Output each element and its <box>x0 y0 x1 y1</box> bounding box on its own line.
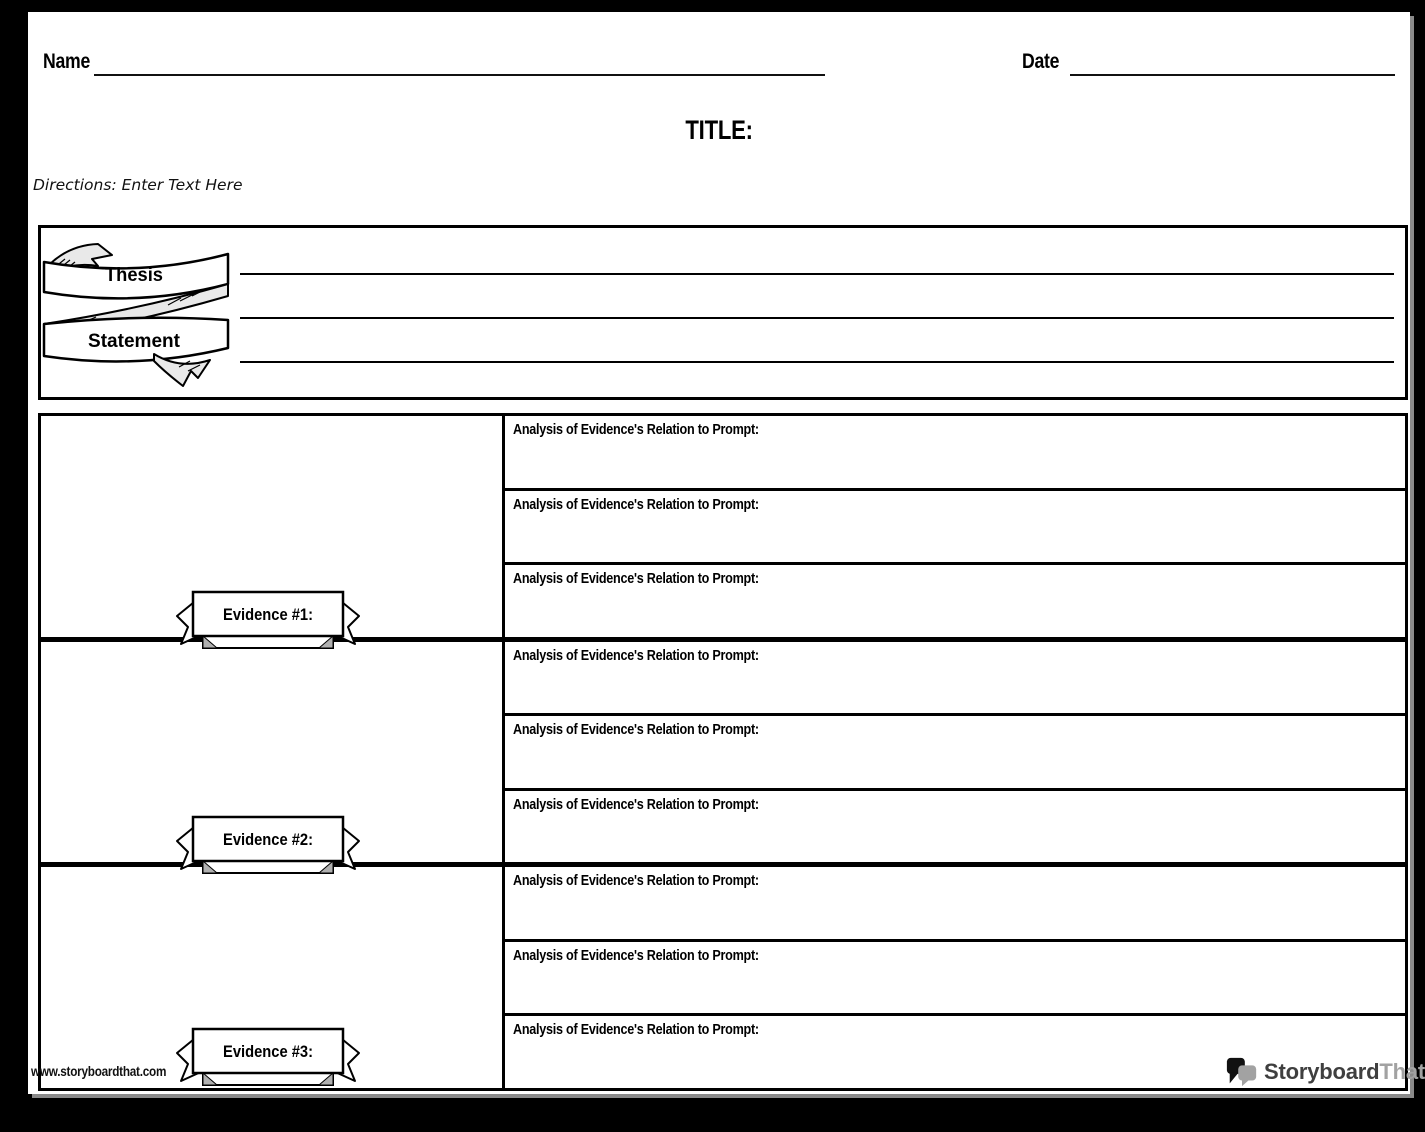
evidence-row-1 <box>41 416 1405 637</box>
analysis-cell[interactable]: Analysis of Evidence's Relation to Prompt: <box>513 646 759 664</box>
analysis-cell[interactable]: Analysis of Evidence's Relation to Prompt: <box>505 1013 1405 1088</box>
analysis-cell[interactable]: Analysis of Evidence's Relation to Prompt: <box>505 713 1405 788</box>
analysis-cell[interactable]: Analysis of Evidence's Relation to Prompt: <box>505 788 1405 863</box>
evidence-2-cell[interactable] <box>41 642 505 863</box>
evidence-row-3 <box>41 862 1405 1088</box>
website-url: www.storyboardthat.com <box>31 1063 167 1079</box>
evidence-analysis-table <box>38 413 1408 1091</box>
storyboardthat-logo <box>1225 1053 1425 1091</box>
thesis-ribbon-icon <box>42 240 232 390</box>
statement-word: Statement <box>88 331 181 352</box>
thesis-write-line[interactable] <box>240 317 1394 319</box>
evidence-2-banner-label: Evidence #2: <box>223 830 313 850</box>
analysis-cell[interactable]: Analysis of Evidence's Relation to Prompt: <box>505 939 1405 1014</box>
directions-text: Directions: Enter Text Here <box>33 176 243 194</box>
thesis-statement-box[interactable] <box>38 225 1408 400</box>
evidence-row-2 <box>41 637 1405 863</box>
worksheet-page <box>28 12 1425 1094</box>
logo-wordmark: StoryboardThat <box>1264 1059 1425 1084</box>
date-label: Date <box>1022 50 1060 73</box>
evidence-3-banner <box>173 1025 363 1089</box>
evidence-3-banner-label: Evidence #3: <box>223 1042 313 1062</box>
thesis-write-line[interactable] <box>240 273 1394 275</box>
evidence-1-cell[interactable] <box>41 416 505 637</box>
page-title: TITLE: <box>685 115 753 145</box>
analysis-cell[interactable]: Analysis of Evidence's Relation to Prompt: <box>513 421 759 438</box>
name-label: Name <box>43 50 91 73</box>
analysis-cell[interactable]: Analysis of Evidence's Relation to Prompt: <box>513 872 759 890</box>
analysis-column-1 <box>505 416 1405 637</box>
evidence-1-banner-label: Evidence #1: <box>223 604 313 624</box>
analysis-cell[interactable]: Analysis of Evidence's Relation to Prompt: <box>505 562 1405 637</box>
evidence-2-banner <box>173 813 363 877</box>
thesis-write-line[interactable] <box>240 361 1394 363</box>
thesis-word: Thesis <box>105 265 163 286</box>
name-underline[interactable] <box>94 74 825 76</box>
evidence-1-banner <box>173 588 363 652</box>
analysis-cell[interactable]: Analysis of Evidence's Relation to Prompt: <box>505 488 1405 563</box>
evidence-3-cell[interactable] <box>41 867 505 1088</box>
speech-bubbles-icon <box>1225 1053 1259 1091</box>
analysis-column-2 <box>505 642 1405 863</box>
date-underline[interactable] <box>1070 74 1395 76</box>
